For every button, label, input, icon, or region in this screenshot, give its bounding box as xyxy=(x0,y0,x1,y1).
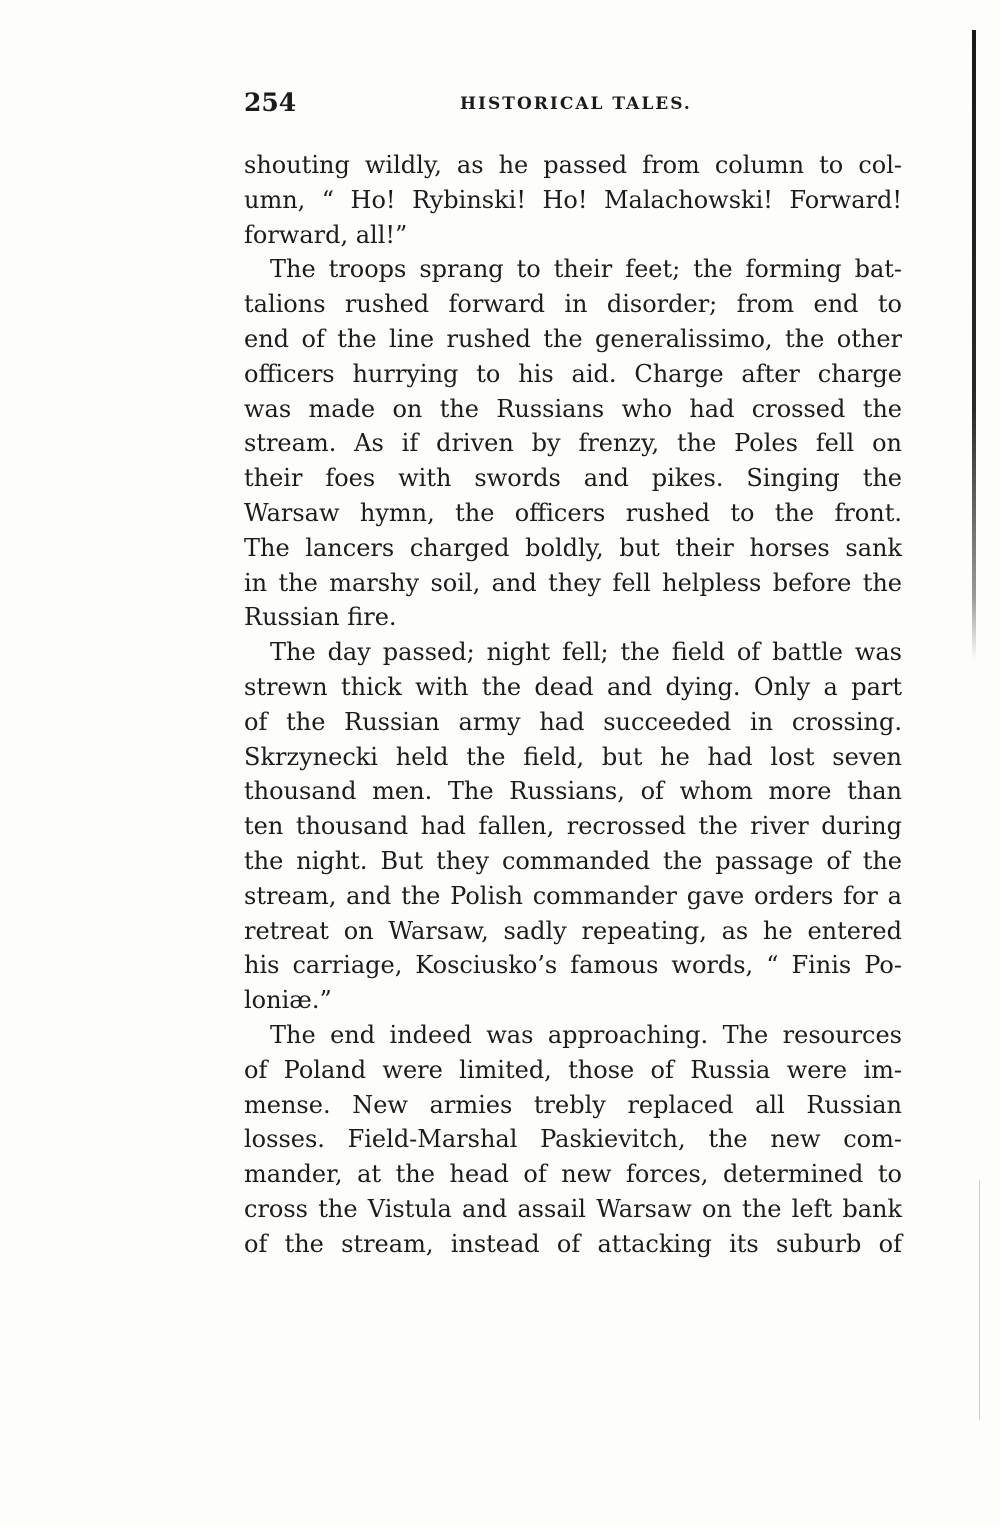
text-line: The day passed; night fell; the field of battle was xyxy=(270,638,902,667)
text-line: stream. As if driven by frenzy, the Poles fell on xyxy=(244,429,902,458)
text-line: the night. But they commanded the passage of the xyxy=(244,846,902,875)
scan-edge-faint-line xyxy=(979,1180,980,1420)
text-line: strewn thick with the dead and dying. Only a part xyxy=(244,672,902,701)
text-line: umn, “ Ho! Rybinski! Ho! Malachowski! Forward! xyxy=(244,185,902,214)
running-head xyxy=(244,88,904,128)
text-line: The troops sprang to their feet; the forming bat- xyxy=(270,255,902,284)
text-line: of the stream, instead of attacking its suburb of xyxy=(244,1229,902,1258)
scan-edge-shadow xyxy=(972,30,976,660)
text-line: was made on the Russians who had crossed the xyxy=(244,394,902,423)
text-line: losses. Field-Marshal Paskievitch, the new com- xyxy=(244,1125,902,1154)
text-line: The lancers charged boldly, but their horses sank xyxy=(244,533,902,562)
text-line: shouting wildly, as he passed from column to col- xyxy=(244,151,902,179)
text-line: of the Russian army had succeeded in crossing. xyxy=(244,707,902,736)
text-line: ten thousand had fallen, recrossed the river during xyxy=(244,812,902,841)
text-line: end of the line rushed the generalissimo, the other xyxy=(244,324,902,353)
text-line: their foes with swords and pikes. Singing the xyxy=(244,464,902,493)
text-line: forward, all!” xyxy=(244,220,408,249)
text-line: cross the Vistula and assail Warsaw on the left bank xyxy=(244,1194,902,1223)
text-line: mense. New armies trebly replaced all Russian xyxy=(244,1090,902,1119)
text-line: Warsaw hymn, the officers rushed to the front. xyxy=(244,498,902,527)
text-line: talions rushed forward in disorder; from end to xyxy=(244,290,902,319)
text-line: mander, at the head of new forces, determined to xyxy=(244,1160,902,1189)
text-line: in the marshy soil, and they fell helpless before the xyxy=(244,568,902,597)
text-line: stream, and the Polish commander gave orders for a xyxy=(244,881,902,910)
body-text xyxy=(244,148,902,1262)
text-line: thousand men. The Russians, of whom more than xyxy=(244,777,902,806)
text-line: of Poland were limited, those of Russia were im- xyxy=(244,1055,902,1084)
text-line: his carriage, Kosciusko’s famous words, “ Finis Po- xyxy=(244,951,902,980)
page-number: 254 xyxy=(244,88,297,117)
text-line: loniæ.” xyxy=(244,986,332,1015)
text-line: retreat on Warsaw, sadly repeating, as he entered xyxy=(244,916,902,945)
running-title: HISTORICAL TALES. xyxy=(460,94,692,114)
text-line: The end indeed was approaching. The resources xyxy=(270,1020,902,1049)
text-line: Skrzynecki held the field, but he had lost seven xyxy=(244,742,902,771)
text-line: Russian fire. xyxy=(244,603,397,632)
text-line: officers hurrying to his aid. Charge after charge xyxy=(244,359,902,388)
